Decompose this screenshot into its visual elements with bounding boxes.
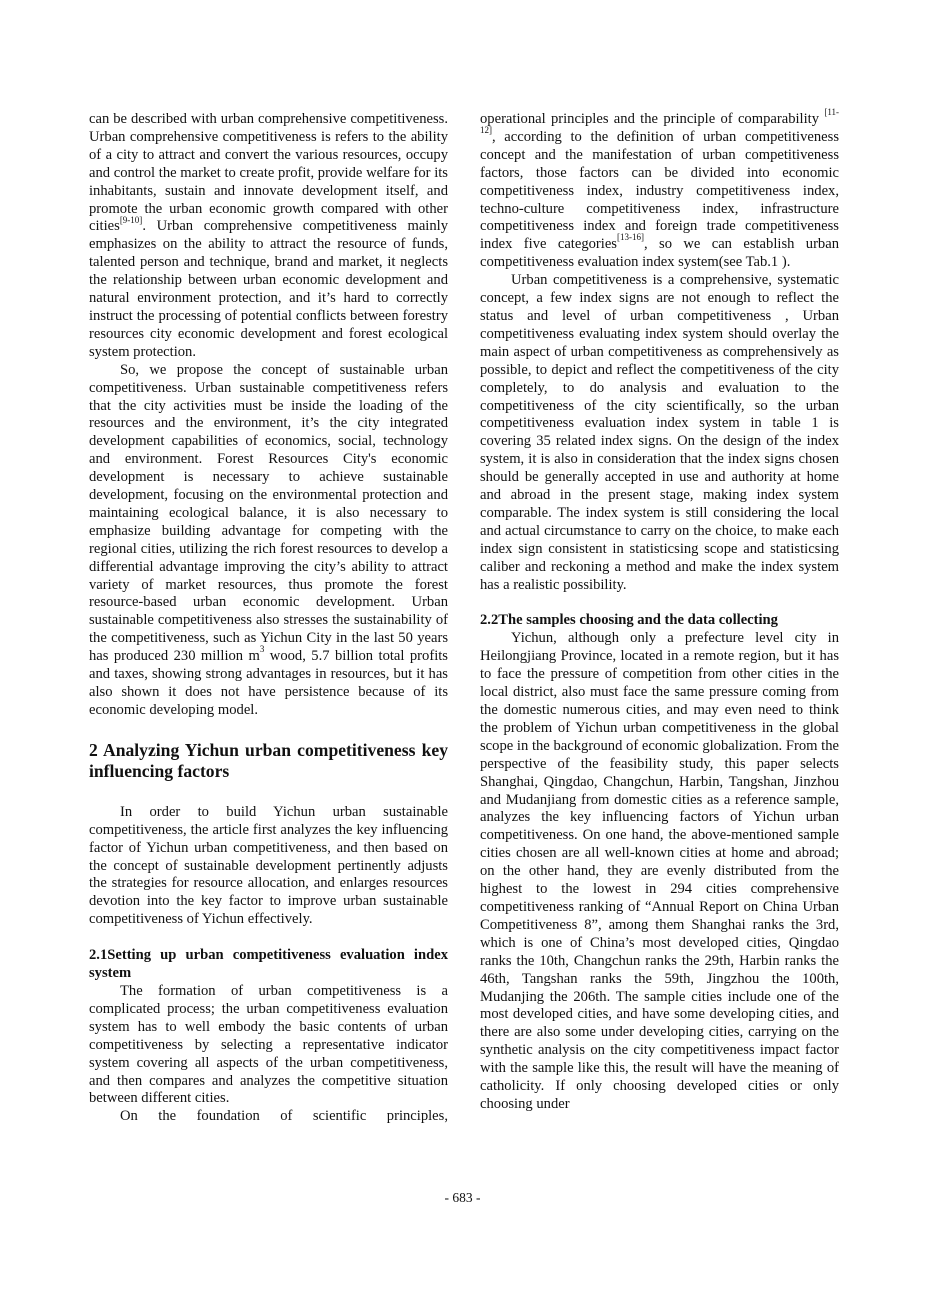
body-text: , so we can establish urban competitiveness evaluation index system(see Tab.1 ).	[480, 236, 840, 271]
body-text: operational principles and the principle of comparability	[480, 111, 825, 127]
paragraph: The formation of urban competitiveness is a complicated process; the urban competitiveness evaluation system has to well embody the basic contents of urban competitiveness by selecting a representative indicator system covering all aspects of the urban competitiveness, and then compares and analyzes the competitive situation between different cities.	[89, 982, 448, 1107]
body-text: So, we propose the concept of sustainable urban competitiveness. Urban sustainable competitiveness refers that the city activities must be inside the loading of the resources and the environment, it’s the city integrated development capabilities of economics, social, technology and environment. Forest Resources City's economic development is necessary to achieve sustainable development, focusing on the environmental protection and maintaining ecological balance, it is also necessary to emphasize building advantage for competing with the regional cities, utilizing the rich forest resources to develop a differential advantage improving the city’s ability to attract variety of market resources, thus promote the forest resource-based urban economic development. Urban sustainable competitiveness also stresses the sustainability of the competitiveness, such as Yichun City in the last 50 years has produced 230 million m	[89, 361, 448, 665]
subsection-heading: 2.2The samples choosing and the data collecting	[480, 612, 778, 629]
body-text: , according to the definition of urban competitiveness concept and the manifestation of urban competitiveness factors, those factors can be divided into economic competitiveness index, industry competitiveness index, techno-culture competitiveness index, infrastructure competitiveness index and foreign trade competitiveness index five categories	[480, 128, 839, 253]
right-column	[480, 107, 840, 1114]
page-number: - 683 -	[444, 1190, 481, 1205]
paragraph	[480, 107, 840, 272]
paragraph: In order to build Yichun urban sustainable competitiveness, the article first analyzes the key influencing factor of Yichun urban competitiveness, and then based on the concept of sustainable development pertinently adjusts the strategies for resource allocation, and enlarges resources devotion into the key factor to improve urban sustainable competitiveness of Yichun effectively.	[89, 803, 448, 928]
citation-ref: [11-12]	[480, 107, 839, 136]
body-text: wood, 5.7 billion total profits and taxes, showing strong advantages in resources, but it has also shown it does not have persistence because of its economic developing model.	[89, 648, 448, 718]
superscript: 3	[259, 644, 265, 655]
paragraph: On the foundation of scientific principles,	[120, 1108, 448, 1125]
paragraph: Yichun, although only a prefecture level city in Heilongjiang Province, located in a remote region, but it has to face the pressure of competition from other cities in the local district, also must face the same pressure coming from the domestic numerous cities, and may even need to think the problem of Yichun urban competitiveness in the global scope in the background of economic globalization. From the perspective of the feasibility study, this paper selects Shanghai, Qingdao, Changchun, Harbin, Tangshan, Jinzhou and Mudanjiang from domestic cities as a reference sample, analyzes the key influencing factors of Yichun urban competitiveness. On one hand, the above-mentioned sample cities chosen are all well-known cities at home and abroad; on the other hand, they are evenly distributed from the highest to the lowest in 294 cities comprehensive competitiveness ranking of “Annual Report on China Urban Competitiveness 8”, among them Shanghai ranks the 3rd, which is one of China’s most developed cities, Qingdao ranks the 10th, Changchun ranks the 29th, Harbin ranks the 46th, Tangshan ranks the 59th, Jingzhou the 100th, Mudanjing the 206th. The sample cities include one of the most developed cities, and have some developing cities, and there are also some under developing cities, carrying on the synthetic analysis on the city competitiveness impact factor with the sample like this, the result will have the meaning of catholicity. If only choosing developed cities or only choosing under	[480, 630, 839, 1112]
section-heading: 2 Analyzing Yichun urban competitiveness key influencing factors	[89, 739, 448, 782]
paragraph: Urban competitiveness is a comprehensive, systematic concept, a few index signs are not enough to reflect the status and level of urban competitiveness , Urban competitiveness evaluating index system should overlay the main aspect of urban competitiveness as comprehensively as possible, to depict and reflect the competitiveness of the city completely, to do analysis and evaluation to the competitiveness of the city scientifically, so the urban competitiveness evaluation index system in table 1 is covering 35 related index signs. On the design of the index system, it is also in consideration that the index signs chosen should be generally accepted in use and authority at home and abroad in the present stage, making index system comparable. The index system is still considering the local and actual circumstance to carry on the choice, to make each index sign consistent in statisticsing scope and statisticsing caliber and reckoning a method and make the index system has a realistic possibility.	[480, 272, 839, 593]
left-column	[89, 111, 448, 1126]
body-text: . Urban comprehensive competitiveness mainly emphasizes on the ability to attract the resource of funds, talented person and technique, brand and market, it neglects the relationship between urban economic development and natural environment protection, and it’s hard to correctly instruct the processing of potential conflicts between forestry resources city economic development and forest ecological system protection.	[89, 218, 448, 360]
citation-ref: [9-10]	[119, 214, 143, 225]
paragraph	[89, 362, 448, 720]
paragraph	[89, 111, 448, 362]
subsection-heading: 2.1Setting up urban competitiveness evaluation index system	[89, 947, 448, 982]
body-text: can be described with urban comprehensive competitiveness. Urban comprehensive competitiveness is refers to the ability of a city to attract and convert the various resources, occupy and control the market to create profit, provide welfare for its inhabitants, sustain and innovate development itself, and promote the urban economic growth compared with other cities	[89, 111, 448, 235]
citation-ref: [13-16]	[617, 232, 644, 243]
